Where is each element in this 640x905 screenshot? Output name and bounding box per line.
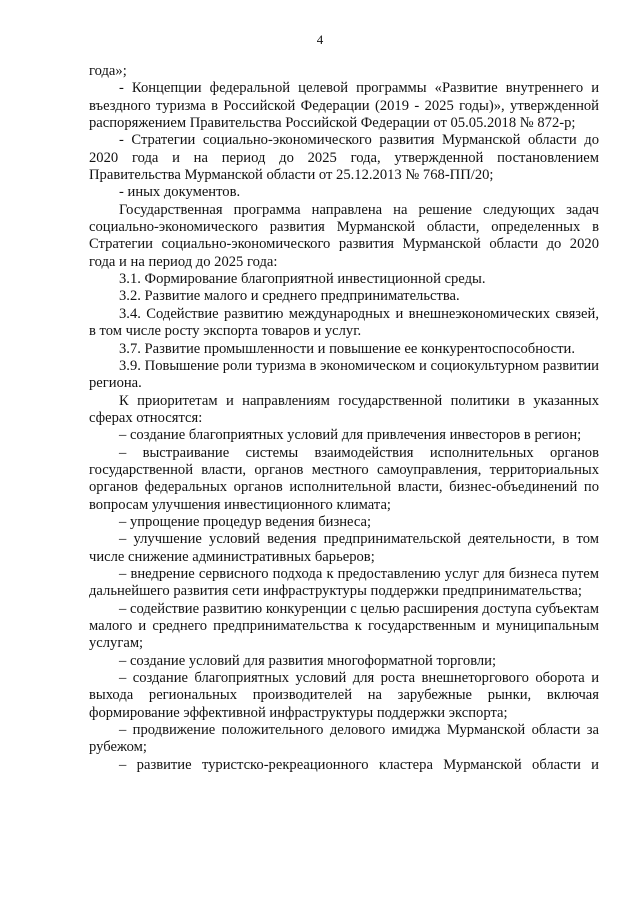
paragraph: К приоритетам и направлениям государственной политики в указанных сферах относятся: <box>89 392 599 426</box>
paragraph: – развитие туристско-рекреационного кластера Мурманской области и <box>119 756 599 773</box>
paragraph: – создание благоприятных условий для роста внешнеторгового оборота и выхода региональных производителей на зарубежные рынки, включая формирование эффективной инфраструктуры поддержки экспорта; <box>89 670 599 721</box>
paragraph: - Стратегии социально-экономического развития Мурманской области до 2020 года и на период до 2025 года, утвержденной постановлением Правительства Мурманской области от 25.12.2013 № 768-ПП/20; <box>89 132 599 184</box>
paragraph: – создание условий для развития многоформатной торговли; <box>119 652 497 669</box>
paragraph: - иных документов. <box>119 184 241 201</box>
paragraph: – улучшение условий ведения предпринимательской деятельности, в том числе снижение административных барьеров; <box>89 531 599 565</box>
paragraph: – упрощение процедур ведения бизнеса; <box>119 513 372 530</box>
paragraph: – создание благоприятных условий для привлечения инвесторов в регион; <box>119 427 582 444</box>
paragraph: – выстраивание системы взаимодействия исполнительных органов государственной власти, органов местного самоуправления, территориальных органов федеральных органов исполнительной власти, бизнес-объединений по вопросам улучшения инвестиционного климата; <box>89 444 599 513</box>
page-number: 4 <box>316 32 324 47</box>
paragraph: 3.1. Формирование благоприятной инвестиционной среды. <box>119 271 486 288</box>
paragraph: – продвижение положительного делового имиджа Мурманской области за рубежом; <box>89 722 599 756</box>
paragraph: 3.9. Повышение роли туризма в экономическом и социокультурном развитии региона. <box>89 357 599 392</box>
paragraph: года»; <box>89 63 127 79</box>
paragraph: 3.7. Развитие промышленности и повышение ее конкурентоспособности. <box>119 340 575 357</box>
paragraph: - Концепции федеральной целевой программы «Развитие внутреннего и въездного туризма в Российской Федерации (2019 - 2025 годы)», утвержденной распоряжением Правительства Российской Федерации от 05.05.2018 № 872-р; <box>89 80 599 132</box>
paragraph: 3.4. Содействие развитию международных и внешнеэкономических связей, в том числе росту экспорта товаров и услуг. <box>89 305 599 340</box>
paragraph: – внедрение сервисного подхода к предоставлению услуг для бизнеса путем дальнейшего развития сети инфраструктуры поддержки предпринимательства; <box>89 565 599 600</box>
paragraph: 3.2. Развитие малого и среднего предпринимательства. <box>119 288 460 305</box>
paragraph: – содействие развитию конкуренции с целью расширения доступа субъектам малого и среднего предпринимательства к государственным и муниципальным услугам; <box>89 600 599 652</box>
paragraph: Государственная программа направлена на решение следующих задач социально-экономического развития Мурманской области, определенных в Стратегии социально-экономического развития Мурманской области до 2020 года и на период до 2025 года: <box>89 201 599 270</box>
document-body <box>89 63 599 774</box>
